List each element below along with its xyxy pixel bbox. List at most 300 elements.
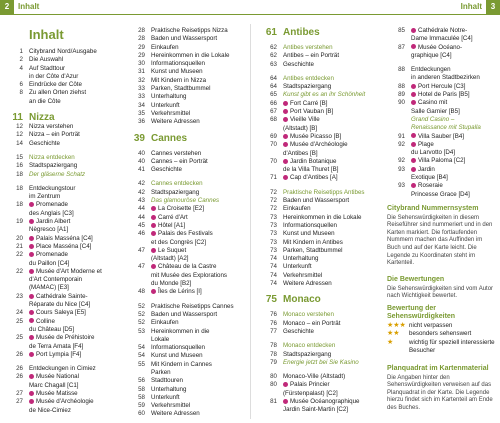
toc-page-number: 27: [16, 398, 23, 406]
toc-entry[interactable]: [5, 56, 120, 64]
toc-entry-text: Palais Masséna [C4]: [29, 235, 120, 243]
toc-entry[interactable]: [387, 166, 497, 174]
toc-entry[interactable]: [5, 81, 120, 89]
toc-entry-text: Cours Saleya [E5]: [29, 309, 120, 317]
toc-entry[interactable]: [127, 280, 242, 288]
toc-entry[interactable]: [259, 239, 379, 247]
poi-marker-icon: [411, 167, 416, 172]
toc-entry[interactable]: [127, 344, 242, 352]
toc-entry[interactable]: [5, 390, 120, 398]
toc-page-number: 40: [138, 157, 145, 165]
poi-marker-icon: [29, 219, 34, 224]
toc-entry-text: Parken, Stadtbummel: [151, 85, 211, 93]
toc-entry[interactable]: [387, 182, 497, 190]
toc-entry[interactable]: [5, 171, 120, 179]
toc-entry-text: Musée Matisse: [29, 390, 120, 398]
toc-entry-text: Salle Garnier [B5]: [411, 107, 460, 115]
toc-entry[interactable]: [259, 83, 379, 91]
toc-entry-text: Unterkunft: [151, 393, 180, 401]
toc-entry[interactable]: [387, 174, 497, 182]
poi-marker-icon: [151, 289, 156, 294]
toc-entry-text: Casino mit: [411, 99, 497, 107]
toc-entry[interactable]: [259, 328, 379, 336]
toc-entry-text: Praktische Reisetipps Antibes: [283, 188, 365, 196]
toc-page-number: 89: [398, 91, 405, 99]
toc-page-number: 47: [138, 263, 145, 271]
toc-entry[interactable]: [259, 280, 379, 288]
toc-entry-text: et des Congrès [C2]: [151, 238, 207, 246]
section-heading: [127, 133, 242, 144]
toc-page-number: 64: [270, 83, 277, 91]
toc-entry[interactable]: [259, 230, 379, 238]
toc-entry-text: Villa Paloma [C2]: [411, 157, 497, 165]
toc-entry[interactable]: [127, 197, 242, 205]
rating-legend-text: besonders sehenswert: [409, 330, 472, 338]
toc-entry-text: Weitere Adressen: [151, 118, 200, 126]
toc-entry[interactable]: [259, 61, 379, 69]
toc-page-number: 32: [138, 76, 145, 84]
toc-entry-text: Geschichte: [283, 60, 314, 68]
toc-entry[interactable]: [387, 27, 497, 35]
toc-entry[interactable]: [127, 44, 242, 52]
toc-page-number: [127, 272, 151, 280]
toc-entry[interactable]: [127, 150, 242, 158]
toc-entry[interactable]: [5, 48, 120, 56]
toc-entry[interactable]: [127, 377, 242, 385]
toc-page-number: 21: [16, 242, 23, 250]
toc-page-number: 40: [138, 149, 145, 157]
toc-entry[interactable]: [259, 406, 379, 414]
toc-entry[interactable]: [5, 293, 120, 301]
toc-page-number: 25: [16, 317, 23, 325]
toc-entry[interactable]: [259, 311, 379, 319]
rating-legend-title: Bewertung der Sehenswürdigkeiten: [387, 305, 456, 320]
toc-page-number: 58: [138, 385, 145, 393]
toc-entry[interactable]: [127, 110, 242, 118]
toc-entry-text: Verkehrsmittel: [283, 271, 323, 279]
toc-entry-text: Einkaufen: [151, 43, 179, 51]
toc-entry-text: Verkehrsmittel: [151, 109, 191, 117]
toc-entry[interactable]: [127, 352, 242, 360]
toc-entry[interactable]: [127, 386, 242, 394]
toc-entry-text: de Nice-Cimiez: [29, 406, 71, 414]
toc-entry[interactable]: [5, 123, 120, 131]
toc-entry-text: Hereinkommen in die: [151, 327, 210, 335]
toc-page-number: 88: [398, 66, 405, 74]
toc-page-number: 92: [398, 157, 405, 165]
toc-page-number: 62: [270, 52, 277, 60]
toc-entry[interactable]: [127, 394, 242, 402]
rating-legend-item: [387, 339, 497, 356]
toc-entry-text: Musée National: [29, 373, 120, 381]
toc-entry-text: (Fürstenpalast) [C2]: [283, 389, 338, 397]
toc-entry[interactable]: [127, 35, 242, 43]
toc-entry[interactable]: [127, 288, 242, 296]
rating-legend-text: wichtig für speziell interessierte Besucher: [409, 338, 495, 355]
toc-entry-text: Unterhaltung: [151, 385, 187, 393]
toc-entry-text: an die Côte: [29, 97, 61, 105]
toc-entry[interactable]: [259, 222, 379, 230]
toc-entry[interactable]: [127, 214, 242, 222]
toc-page-number: 79: [270, 358, 277, 366]
toc-entry-text: Fort Carré [B]: [283, 100, 379, 108]
toc-entry[interactable]: [127, 60, 242, 68]
toc-entry[interactable]: [259, 133, 379, 141]
toc-entry[interactable]: [5, 318, 120, 326]
toc-page-number: 52: [138, 310, 145, 318]
toc-entry[interactable]: [5, 365, 120, 373]
toc-entry[interactable]: [127, 272, 242, 280]
toc-entry[interactable]: [259, 75, 379, 83]
toc-entry-text: Colline: [29, 318, 120, 326]
toc-entry-text: Hereinkommen in die Lokale: [283, 213, 362, 221]
toc-entry[interactable]: [127, 205, 242, 213]
toc-entry[interactable]: [127, 52, 242, 60]
poi-marker-icon: [411, 44, 416, 49]
toc-page-number: 60: [138, 410, 145, 418]
toc-entry[interactable]: [5, 185, 120, 193]
toc-entry[interactable]: [259, 158, 379, 166]
toc-entry[interactable]: [5, 98, 120, 106]
toc-entry[interactable]: [5, 398, 120, 406]
toc-entry-text: Stadtspaziergang: [283, 350, 332, 358]
toc-entry[interactable]: [387, 83, 497, 91]
toc-entry[interactable]: [5, 284, 120, 292]
toc-entry-text: du Larvotto [D4]: [411, 149, 456, 157]
toc-entry[interactable]: [259, 398, 379, 406]
toc-entry[interactable]: [127, 336, 242, 344]
toc-entry[interactable]: [127, 361, 242, 369]
toc-page-number: 64: [270, 74, 277, 82]
poi-marker-icon: [283, 134, 288, 139]
toc-page-number: [259, 390, 283, 398]
section-title: Cannes: [151, 132, 188, 144]
toc-entry[interactable]: [387, 99, 497, 107]
toc-entry[interactable]: [5, 201, 120, 209]
toc-entry[interactable]: [259, 214, 379, 222]
toc-entry[interactable]: [127, 180, 242, 188]
toc-page-number: 65: [270, 91, 277, 99]
toc-page-number: 53: [138, 327, 145, 335]
toc-entry[interactable]: [259, 44, 379, 52]
toc-entry-text: Monaco-Ville (Altstadt): [283, 373, 346, 381]
toc-entry-text: Nizza entdecken: [29, 153, 75, 161]
toc-page-number: 72: [270, 205, 277, 213]
toc-entry[interactable]: [259, 52, 379, 60]
toc-entry-text: Unterhaltung: [151, 93, 187, 101]
toc-entry[interactable]: [259, 150, 379, 158]
toc-entry[interactable]: [259, 247, 379, 255]
toc-entry[interactable]: [259, 359, 379, 367]
toc-page-number: [259, 406, 283, 414]
toc-entry-text: Musée d'Archéologie: [29, 398, 120, 406]
toc-page-number: 54: [138, 344, 145, 352]
toc-entry-text: Château de la Castre: [151, 263, 242, 271]
toc-page-number: 43: [138, 197, 145, 205]
toc-entry[interactable]: [387, 91, 497, 99]
toc-entry-text: Musée de Préhistoire: [29, 334, 120, 342]
toc-page-number: 72: [270, 188, 277, 196]
toc-entry[interactable]: [387, 44, 497, 52]
toc-entry[interactable]: [127, 369, 242, 377]
toc-entry-text: Stadtspaziergang: [151, 188, 200, 196]
toc-entry[interactable]: [5, 73, 120, 81]
toc-entry[interactable]: [5, 218, 120, 226]
toc-entry-text: Jardin Botanique: [283, 158, 379, 166]
toc-page-number: [127, 255, 151, 263]
toc-page-number: 48: [138, 288, 145, 296]
toc-entry[interactable]: [259, 189, 379, 197]
toc-entry[interactable]: [127, 239, 242, 247]
toc-entry[interactable]: [5, 301, 120, 309]
toc-page-number: 74: [270, 255, 277, 263]
toc-entry-text: Villa Sauber [B4]: [411, 133, 497, 141]
toc-entry[interactable]: [5, 407, 120, 415]
toc-page-number: 25: [16, 334, 23, 342]
toc-entry[interactable]: [127, 27, 242, 35]
toc-entry-text: Mit Kindern in Cannes: [151, 360, 212, 368]
toc-entry[interactable]: [387, 149, 497, 157]
toc-entry[interactable]: [259, 108, 379, 116]
toc-entry[interactable]: [387, 141, 497, 149]
ratings-info-title: Die Bewertungen: [387, 276, 445, 283]
toc-entry[interactable]: [127, 311, 242, 319]
toc-page-number: 18: [16, 184, 23, 192]
toc-page-number: 76: [270, 311, 277, 319]
toc-entry[interactable]: [387, 157, 497, 165]
toc-entry[interactable]: [5, 334, 120, 342]
toc-entry[interactable]: [259, 381, 379, 389]
toc-entry[interactable]: [259, 100, 379, 108]
toc-entry[interactable]: [387, 191, 497, 199]
toc-entry[interactable]: [259, 390, 379, 398]
toc-entry[interactable]: [127, 328, 242, 336]
toc-entry[interactable]: [127, 166, 242, 174]
toc-entry[interactable]: [387, 66, 497, 74]
poi-marker-icon: [283, 175, 288, 180]
toc-entry[interactable]: [5, 235, 120, 243]
toc-entry-text: Weitere Adressen: [151, 410, 200, 418]
toc-entry-text: Geschichte: [283, 327, 314, 335]
toc-entry-text: (Altstadt) [B]: [283, 124, 318, 132]
toc-entry-text: du Monde [B2]: [151, 280, 192, 288]
poi-marker-icon: [29, 335, 34, 340]
toc-entry[interactable]: [387, 52, 497, 60]
toc-entry-text: Port Lympia [F4]: [29, 351, 120, 359]
toc-entry-text: Einkaufen: [283, 205, 311, 213]
toc-page-number: 27: [16, 389, 23, 397]
toc-entry[interactable]: [259, 205, 379, 213]
section-heading: [5, 27, 120, 42]
poi-marker-icon: [29, 310, 34, 315]
toc-entry[interactable]: [127, 158, 242, 166]
toc-entry[interactable]: [5, 243, 120, 251]
toc-page-number: 23: [16, 292, 23, 300]
rating-legend-item: [387, 322, 497, 330]
toc-entry-text: Monaco – ein Porträt: [283, 319, 341, 327]
toc-page-number: 19: [16, 218, 23, 226]
toc-page-number: [127, 239, 151, 247]
toc-entry-text: Cathédrale Sainte-: [29, 293, 120, 301]
toc-entry-text: Exotique [B4]: [411, 174, 448, 182]
section-page-number: 75: [265, 294, 277, 306]
toc-entry[interactable]: [259, 197, 379, 205]
toc-entry[interactable]: [5, 131, 120, 139]
toc-entry[interactable]: [387, 74, 497, 82]
toc-entry-text: Promenade: [29, 251, 120, 259]
toc-entry-text: Antibes – ein Porträt: [283, 52, 340, 60]
toc-entry[interactable]: [127, 319, 242, 327]
toc-entry-text: d'Art Contemporain: [29, 276, 83, 284]
toc-entry[interactable]: [387, 116, 497, 124]
toc-entry[interactable]: [259, 342, 379, 350]
toc-entry[interactable]: [5, 251, 120, 259]
toc-entry-text: Zu allen Orten ziehst: [29, 89, 87, 97]
toc-page-number: 2: [19, 56, 23, 64]
toc-entry[interactable]: [127, 263, 242, 271]
toc-entry[interactable]: [127, 77, 242, 85]
toc-entry-text: Hôtel [A1]: [151, 222, 242, 230]
toc-entry[interactable]: [127, 85, 242, 93]
grid-info-box: [387, 365, 497, 413]
toc-entry[interactable]: [5, 154, 120, 162]
toc-page-number: 85: [398, 27, 405, 34]
toc-entry[interactable]: [127, 189, 242, 197]
toc-entry[interactable]: [259, 320, 379, 328]
toc-entry[interactable]: [5, 326, 120, 334]
toc-entry[interactable]: [127, 303, 242, 311]
toc-entry[interactable]: [127, 222, 242, 230]
rating-legend-text: nicht verpassen: [409, 322, 453, 330]
toc-page-number: 15: [16, 153, 23, 161]
toc-entry[interactable]: [259, 174, 379, 182]
toc-entry-text: Citybrand Nord/Ausgabe: [29, 48, 97, 55]
toc-entry-text: Unterhaltung: [283, 255, 319, 263]
toc-entry[interactable]: [127, 402, 242, 410]
toc-entry[interactable]: [5, 89, 120, 97]
toc-entry[interactable]: [387, 133, 497, 141]
toc-entry-text: du Château [D5]: [29, 325, 75, 333]
toc-entry[interactable]: [5, 65, 120, 73]
toc-entry[interactable]: [5, 309, 120, 317]
toc-entry[interactable]: [5, 351, 120, 359]
toc-page-number: 90: [398, 99, 405, 107]
toc-entry[interactable]: [127, 247, 242, 255]
toc-entry-text: Die Auswahl: [29, 56, 64, 64]
toc-page-number: 16: [16, 162, 23, 170]
toc-entry[interactable]: [127, 118, 242, 126]
toc-entry-text: Mit Kindern in Antibes: [283, 238, 343, 246]
toc-entry-text: graphique [C4]: [411, 51, 452, 59]
toc-page-number: [387, 149, 411, 157]
toc-entry-text: Plage: [411, 141, 497, 149]
toc-page-number: [127, 336, 151, 344]
toc-entry-text: de Terra Amata [F4]: [29, 342, 84, 350]
toc-entry[interactable]: [259, 141, 379, 149]
toc-entry-text: Nègresco [A1]: [29, 226, 69, 234]
toc-entry[interactable]: [127, 93, 242, 101]
toc-entry[interactable]: [127, 68, 242, 76]
toc-entry[interactable]: [127, 255, 242, 263]
toc-page-number: [5, 210, 29, 218]
toc-page-number: [5, 284, 29, 292]
toc-entry[interactable]: [259, 166, 379, 174]
toc-page-number: 1: [19, 48, 23, 55]
toc-page-number: 22: [16, 251, 23, 259]
toc-entry[interactable]: [127, 410, 242, 418]
toc-entry[interactable]: [259, 373, 379, 381]
toc-page-number: 56: [138, 377, 145, 385]
toc-entry[interactable]: [259, 116, 379, 124]
toc-entry[interactable]: [259, 91, 379, 99]
toc-entry[interactable]: [259, 263, 379, 271]
toc-entry-text: in anderen Stadtbezirken: [411, 74, 480, 82]
toc-entry-text: Le Suquet: [151, 247, 242, 255]
numbering-info-box: [387, 205, 497, 268]
toc-entry-text: Kunst und Museen: [151, 68, 203, 76]
top-bar: [0, 0, 500, 15]
toc-entry[interactable]: [259, 255, 379, 263]
toc-entry[interactable]: [5, 268, 120, 276]
poi-marker-icon: [283, 382, 288, 387]
toc-entry[interactable]: [127, 102, 242, 110]
toc-entry[interactable]: [387, 35, 497, 43]
toc-entry-text: Port Hercule [C3]: [411, 83, 497, 91]
toc-page-number: 72: [270, 197, 277, 205]
toc-page-number: 74: [270, 263, 277, 271]
poi-marker-icon: [283, 109, 288, 114]
toc-entry[interactable]: [387, 124, 497, 132]
toc-page-number: 26: [16, 365, 23, 373]
toc-entry-text: Der gläserne Schatz: [29, 170, 86, 178]
toc-entry[interactable]: [5, 373, 120, 381]
toc-entry[interactable]: [5, 276, 120, 284]
toc-page-number: 74: [270, 271, 277, 279]
toc-entry-text: Kunst gibt es an ihr Schönheit: [283, 91, 366, 99]
toc-entry[interactable]: [5, 162, 120, 170]
toc-entry-text: Cannes – ein Porträt: [151, 157, 208, 165]
toc-entry-text: Cathédrale Notre-: [411, 27, 497, 35]
toc-page-number: 80: [270, 373, 277, 381]
toc-entry[interactable]: [5, 193, 120, 201]
spine-divider: [250, 24, 251, 419]
toc-page-number: 58: [138, 393, 145, 401]
toc-entry[interactable]: [259, 351, 379, 359]
toc-entry[interactable]: [127, 230, 242, 238]
poi-marker-icon: [29, 391, 34, 396]
rating-legend-list: [387, 322, 497, 355]
toc-page-number: [5, 301, 29, 309]
toc-entry-text: Praktische Reisetipps Cannes: [151, 302, 234, 310]
toc-entry[interactable]: [5, 382, 120, 390]
toc-entry[interactable]: [5, 226, 120, 234]
toc-entry[interactable]: [5, 343, 120, 351]
toc-entry[interactable]: [5, 140, 120, 148]
toc-page-number: 73: [270, 230, 277, 238]
section-page-number: 11: [12, 112, 23, 124]
toc-entry-text: Princesse Grace [D4]: [411, 190, 470, 198]
toc-entry[interactable]: [5, 260, 120, 268]
toc-entry-text: Palais des Festivals: [151, 230, 242, 238]
toc-entry[interactable]: [259, 272, 379, 280]
toc-entry[interactable]: [5, 210, 120, 218]
toc-entry-text: Kunst und Museen: [151, 352, 203, 360]
toc-page-number: 20: [16, 234, 23, 242]
toc-entry-text: Stadtspaziergang: [29, 162, 78, 170]
toc-page-number: 28: [138, 35, 145, 43]
toc-entry[interactable]: [387, 108, 497, 116]
toc-entry[interactable]: [259, 125, 379, 133]
